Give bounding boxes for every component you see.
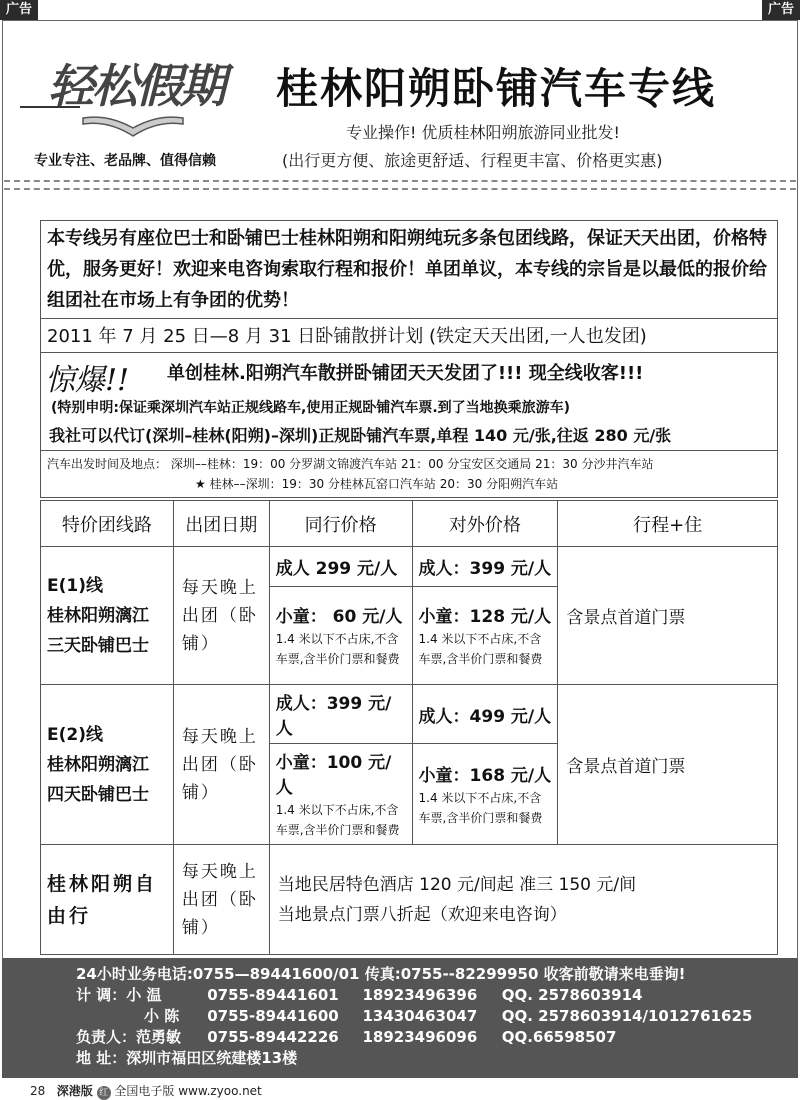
child-price: 小童： 60 元/人 bbox=[275, 607, 403, 627]
promo-block bbox=[41, 353, 777, 451]
table-row bbox=[41, 845, 778, 955]
page-title: 桂林阳朔卧铺汽车专线 bbox=[276, 64, 717, 113]
address: 地 址：深圳市福田区统建楼13楼 bbox=[76, 1049, 298, 1067]
page-footer bbox=[30, 1082, 262, 1100]
child-note: 1.4 米以下不占床,不含车票,含半价门票和餐费 bbox=[418, 790, 543, 825]
departure-date: 每天晚上出团（卧铺） bbox=[173, 845, 269, 955]
child-price: 小童：128 元/人 bbox=[418, 607, 552, 627]
hotel-price: 当地民居特色酒店 120 元/间起 准三 150 元/间 bbox=[277, 874, 637, 895]
ticket-discount: 当地景点门票八折起（欢迎来电咨询） bbox=[277, 904, 567, 925]
page-number: 28 bbox=[30, 1084, 46, 1098]
contact-name: 负责人：范勇敏 bbox=[76, 1028, 182, 1046]
route-title: 四天卧铺巴士 bbox=[47, 784, 149, 805]
column-header: 特价团线路 bbox=[41, 501, 174, 547]
slogan: 专业专注、老品牌、值得信赖 bbox=[34, 153, 216, 169]
public-adult-price: 成人：399 元/人 bbox=[412, 547, 558, 587]
trip-info: 含景点首道门票 bbox=[558, 685, 778, 845]
departure-date: 每天晚上出团（卧铺） bbox=[173, 547, 269, 685]
contact-panel bbox=[2, 958, 798, 1078]
contact-row bbox=[76, 1027, 798, 1048]
contact-qq: QQ.66598507 bbox=[501, 1028, 617, 1046]
routes-table bbox=[40, 500, 778, 955]
divider bbox=[4, 188, 796, 190]
contact-qq: QQ. 2578603914/1012761625 bbox=[501, 1007, 753, 1025]
peer-child-price bbox=[269, 587, 412, 685]
trip-info: 含景点首道门票 bbox=[558, 547, 778, 685]
special-note: (特别申明:保证乘深圳汽车站正规线路车,使用正规卧铺汽车票.到了当地换乘旅游车) bbox=[51, 400, 571, 416]
free-travel-info bbox=[269, 845, 777, 955]
contact-phone: 0755-89441600 bbox=[207, 1007, 339, 1025]
peer-adult-price: 成人：399 元/人 bbox=[269, 685, 412, 744]
peer-child-price bbox=[269, 744, 412, 845]
contact-mobile: 18923496396 bbox=[362, 986, 478, 1004]
contact-mobile: 13430463047 bbox=[362, 1007, 478, 1025]
schedule-plan: 2011 年 7 月 25 日—8 月 31 日卧铺散拼计划 (铁定天天出团,一人也发团) bbox=[41, 319, 777, 353]
hotline: 24小时业务电话:0755—89441600/01 传真:0755--82299950 收客前敬请来电垂询! bbox=[76, 965, 686, 983]
child-note: 1.4 米以下不占床,不含车票,含半价门票和餐费 bbox=[275, 803, 400, 837]
route-name: 桂林阳朔自由行 bbox=[41, 845, 174, 955]
column-header: 行程+住 bbox=[558, 501, 778, 547]
ticket-agent-text: 我社可以代订(深圳–桂林(阳朔)–深圳)正规卧铺汽车票,单程 140 元/张,往返 280 元/张 bbox=[49, 426, 672, 445]
table-row bbox=[41, 547, 778, 587]
route-name bbox=[41, 685, 174, 845]
child-note: 1.4 米以下不占床,不含车票,含半价门票和餐费 bbox=[275, 632, 400, 666]
website: 全国电子版 www.zyoo.net bbox=[114, 1084, 262, 1098]
edition-label: 深港版 bbox=[56, 1084, 93, 1098]
column-header: 对外价格 bbox=[412, 501, 558, 547]
route-code: E(2)线 bbox=[47, 724, 103, 745]
peer-adult-price: 成人 299 元/人 bbox=[269, 547, 412, 587]
contact-phone: 0755-89442226 bbox=[207, 1028, 339, 1046]
promo-headline: 单创桂林.阳朔汽车散拼卧铺团天天发团了!!! 现全线收客!!! bbox=[167, 363, 644, 384]
route-title: 桂林阳朔漓江 bbox=[47, 605, 149, 626]
logo-underline bbox=[20, 106, 80, 108]
child-note: 1.4 米以下不占床,不含车票,含半价门票和餐费 bbox=[418, 632, 543, 666]
ad-corner-label-left: 广告 bbox=[0, 0, 38, 20]
table-row bbox=[41, 685, 778, 744]
route-name bbox=[41, 547, 174, 685]
intro-box bbox=[40, 220, 778, 498]
route-title: 桂林阳朔漓江 bbox=[47, 754, 149, 775]
tagline: (出行更方便、旅途更舒适、行程更丰富、价格更实惠) bbox=[282, 151, 663, 170]
contact-row bbox=[76, 1006, 798, 1027]
child-price: 小童：168 元/人 bbox=[418, 765, 552, 786]
contact-qq: QQ. 2578603914 bbox=[501, 986, 643, 1004]
shock-label: 惊爆!! bbox=[45, 363, 130, 398]
logo bbox=[18, 44, 238, 144]
ad-corner-label-right: 广告 bbox=[762, 0, 800, 20]
contact-phone: 0755-89441601 bbox=[207, 986, 339, 1004]
contact-row bbox=[76, 985, 798, 1006]
public-child-price bbox=[412, 587, 558, 685]
column-header: 同行价格 bbox=[269, 501, 412, 547]
route-code: E(1)线 bbox=[47, 575, 103, 596]
public-child-price bbox=[412, 744, 558, 845]
divider bbox=[4, 180, 796, 182]
public-adult-price: 成人：499 元/人 bbox=[412, 685, 558, 744]
contact-name: 计 调：小 温 bbox=[76, 986, 162, 1004]
departure-date: 每天晚上出团（卧铺） bbox=[173, 685, 269, 845]
table-header-row bbox=[41, 501, 778, 547]
departure-line: ★ 桂林––深圳：19：30 分桂林瓦窑口汽车站 20：30 分阳朔汽车站 bbox=[195, 477, 559, 491]
child-price: 小童：100 元/人 bbox=[275, 753, 392, 798]
logo-text: 轻松假期 bbox=[48, 59, 224, 113]
departure-info bbox=[41, 451, 777, 497]
contact-name: 小 陈 bbox=[144, 1007, 180, 1025]
route-title: 三天卧铺巴士 bbox=[47, 635, 149, 656]
contact-mobile: 18923496096 bbox=[362, 1028, 478, 1046]
subtitle: 专业操作! 优质桂林阳朔旅游同业批发! bbox=[346, 123, 620, 142]
column-header: 出团日期 bbox=[173, 501, 269, 547]
edition-badge: 红 bbox=[97, 1086, 111, 1100]
intro-paragraph: 本专线另有座位巴士和卧铺巴士桂林阳朔和阳朔纯玩多条包团线路，保证天天出团，价格特优，服务更好！欢迎来电咨询索取行程和报价！单团单议，本专线的宗旨是以最低的报价给组团社在市场上有争团的优势！ bbox=[41, 221, 777, 319]
departure-line: 汽车出发时间及地点： 深圳––桂林：19：00 分罗湖文锦渡汽车站 21：00 分宝安区交通局 21：30 分沙井汽车站 bbox=[47, 457, 654, 471]
book-icon bbox=[78, 114, 188, 140]
